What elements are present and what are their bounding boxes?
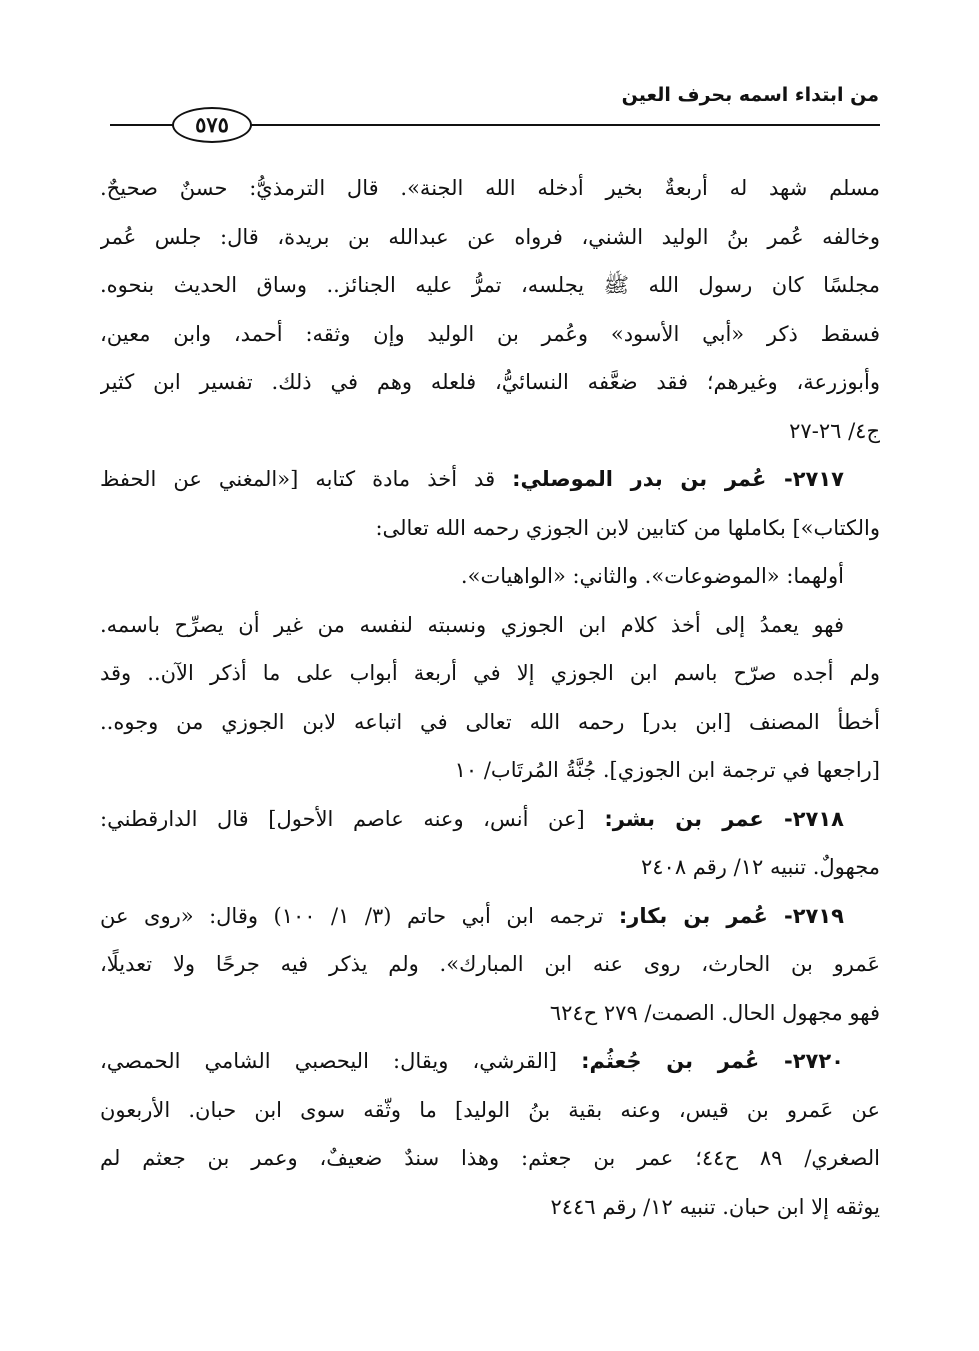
text-line (100, 310, 880, 359)
line-text: أخطأ المصنف [ابن بدر] رحمه الله تعالى في اتباعه لابن الجوزي من وجوه.. (100, 709, 880, 734)
running-title: من ابتداء اسمه بحرف العين (621, 84, 879, 106)
text-line (100, 213, 880, 262)
text-line (100, 940, 880, 989)
line-text: أولهما: «الموضوعات». والثاني: «الواهيات». (460, 564, 844, 588)
line-text: مجهولٌ. تنبيه ١٢/ رقم ٢٤٠٨ (640, 855, 880, 879)
text-line (100, 1134, 880, 1183)
line-text: عَمرو بن الحارث، روى عنه ابن المبارك». ولم يذكر فيه جرحًا ولا تعديلًا، (100, 952, 880, 976)
line-text: وأبوزرعة، وغيرهم؛ فقد ضعَّفه النسائيُّ، فلعله وهم في ذلك. تفسير ابن كثير (100, 370, 880, 394)
entry-first-line (100, 795, 880, 844)
text-line (100, 164, 880, 213)
line-text: ج٤/ ٢٦-٢٧ (789, 418, 880, 443)
line-text: [القرشي، ويقال: اليحصبي الشامي الحمصي، (100, 1049, 582, 1073)
text-line (100, 407, 880, 456)
line-text: [عن أنس، وعنه عاصم الأحول] قال الدارقطني: (100, 806, 605, 831)
text-line (100, 601, 880, 650)
line-text: مجلسًا كان رسول الله ﷺ يجلسه، تمرُّ عليه الجنائز.. وساق الحديث بنحوه. (100, 273, 880, 297)
line-text: فهو يعمدُ إلى أخذ كلام ابن الجوزي ونسبته لنفسه من غير أن يصرِّح باسمه. (100, 612, 844, 637)
line-text: مسلم شهد له أربعةٌ بخير أدخله الله الجنة». قال الترمذيُّ: حسنٌ صحيحٌ. (100, 176, 880, 200)
line-text: ترجمه ابن أبي حاتم (٣/ ١/ ١٠٠) وقال: «روى عن (100, 903, 619, 928)
entry-heading: ٢٧١٩- عُمر بن بكار: (618, 903, 844, 928)
line-text: عن عَمرو بن قيس، وعنه بقية بنُ الوليد] ما وثّقه سوى ابن حبان. الأربعون (100, 1097, 880, 1122)
text-line (100, 552, 880, 601)
entry-first-line (100, 1037, 880, 1086)
entry-heading: ٢٧١٧- عُمر بن بدر الموصلي: (512, 467, 844, 491)
entry-first-line (100, 892, 880, 941)
text-line (100, 843, 880, 892)
text-line (100, 261, 880, 310)
text-line (100, 1183, 880, 1232)
text-line (100, 504, 880, 553)
line-text: ولم أجده صرّح باسم ابن الجوزي إلا في أربعة أبواب على ما أذكر الآن.. وقد (100, 661, 880, 685)
text-line (100, 649, 880, 698)
line-text: قد أخذ مادة كتابه [«المغني عن الحفظ (100, 467, 513, 491)
entry-heading: ٢٧٢٠- عُمر بن جُعثُم: (581, 1049, 844, 1073)
body-text (100, 164, 880, 1231)
text-line (100, 1086, 880, 1135)
entry-first-line (100, 455, 880, 504)
line-text: فهو مجهول الحال. الصمت/ ٢٧٩ ح٦٢٤ (549, 1000, 880, 1025)
page-number: ٥٧٥ (172, 107, 252, 143)
entry-heading: ٢٧١٨- عمر بن بشر: (604, 806, 844, 831)
line-text: الصغري/ ٨٩ ح٤٤؛ عمر بن جعثم: وهذا سندٌ ضعيفٌ، وعمر بن جعثم لم (100, 1146, 880, 1170)
line-text: والكتاب»] بكاملها من كتابين لابن الجوزي رحمه الله تعالى: (375, 515, 880, 540)
line-text: فسقط ذكر «أبي الأسود» وعُمر بن الوليد وإن وثقه: أحمد، وابن معين، (100, 321, 880, 346)
text-line (100, 989, 880, 1038)
text-line (100, 746, 880, 795)
line-text: [راجعها في ترجمة ابن الجوزي]. جُنَّةُ المُرتَاب/ ١٠ (454, 758, 880, 782)
text-line (100, 698, 880, 747)
line-text: وخالفه عُمر بنُ الوليد الشني، فرواه عن عبدالله بن بريدة، قال: جلس عُمر (100, 224, 880, 249)
text-line (100, 358, 880, 407)
line-text: يوثقه إلا ابن حبان. تنبيه ١٢/ رقم ٢٤٤٦ (550, 1194, 880, 1219)
